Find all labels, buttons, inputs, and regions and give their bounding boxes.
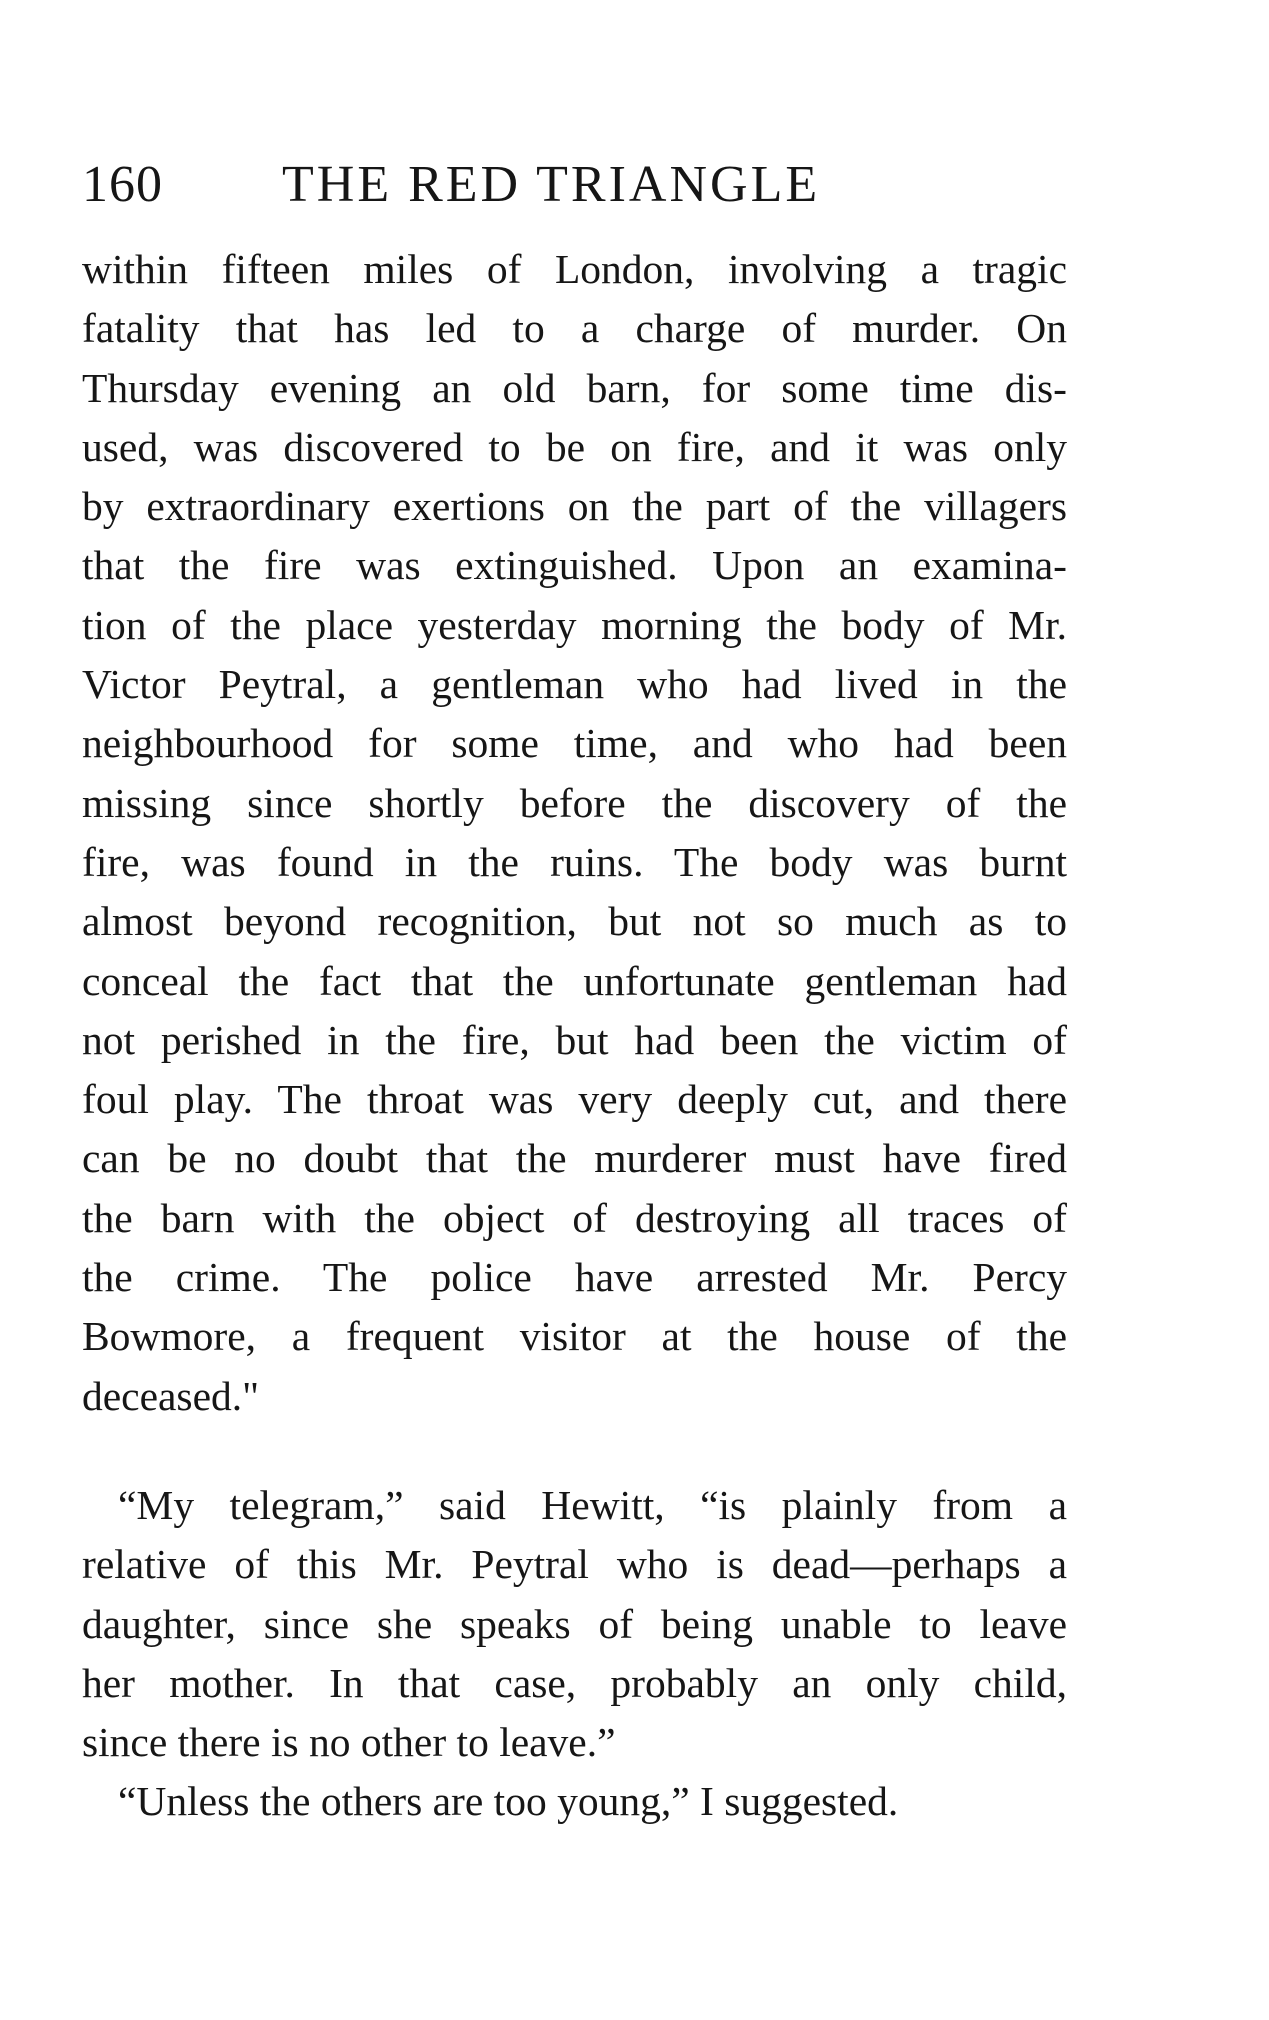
text-line: her mother. In that case, probably an only child, (82, 1659, 1067, 1706)
text-line: within fifteen miles of London, involving a tragic (82, 246, 1067, 292)
text-line: deceased." (82, 1372, 260, 1419)
body-text (82, 240, 1067, 1832)
text-line: neighbourhood for some time, and who had been (82, 720, 1067, 767)
text-line: Thursday evening an old barn, for some time dis- (82, 364, 1067, 411)
text-line: relative of this Mr. Peytral who is dead—perhaps a (82, 1541, 1067, 1588)
text-line: “Unless the others are too young,” I suggested. (118, 1778, 899, 1825)
text-line: by extraordinary exertions on the part of the villagers (82, 483, 1067, 530)
paragraph-gap (82, 1426, 1067, 1476)
paragraph-suggestion (82, 1772, 1067, 1831)
running-head (82, 150, 1082, 220)
text-line: can be no doubt that the murderer must have fired (82, 1135, 1067, 1182)
text-line: Bowmore, a frequent visitor at the house of the (82, 1313, 1067, 1360)
text-line: conceal the fact that the unfortunate gentleman had (82, 957, 1067, 1004)
text-line: the barn with the object of destroying all traces of (82, 1194, 1067, 1241)
text-line: used, was discovered to be on fire, and it was only (82, 423, 1067, 470)
page-number: 160 (82, 156, 163, 213)
text-line: tion of the place yesterday morning the body of Mr. (82, 601, 1067, 648)
text-line: missing since shortly before the discovery of the (82, 779, 1067, 826)
text-line: almost beyond recognition, but not so much as to (82, 898, 1067, 945)
book-title: THE RED TRIANGLE (282, 156, 821, 213)
text-line: since there is no other to leave.” (82, 1719, 616, 1766)
text-line: Victor Peytral, a gentleman who had lived in the (82, 661, 1067, 708)
text-line: daughter, since she speaks of being unable to leave (82, 1600, 1067, 1647)
text-line: the crime. The police have arrested Mr. Percy (82, 1254, 1067, 1301)
paragraph-hewitt-telegram (82, 1476, 1067, 1772)
text-line: fire, was found in the ruins. The body was burnt (82, 838, 1067, 885)
text-line: not perished in the fire, but had been the victim of (82, 1016, 1067, 1063)
text-line: foul play. The throat was very deeply cut, and there (82, 1076, 1067, 1123)
text-line: “My telegram,” said Hewitt, “is plainly from a (118, 1481, 1067, 1528)
text-line: that the fire was extinguished. Upon an examina- (82, 542, 1067, 589)
text-line: fatality that has led to a charge of murder. On (82, 305, 1067, 352)
paragraph-newspaper-report (82, 240, 1067, 1426)
